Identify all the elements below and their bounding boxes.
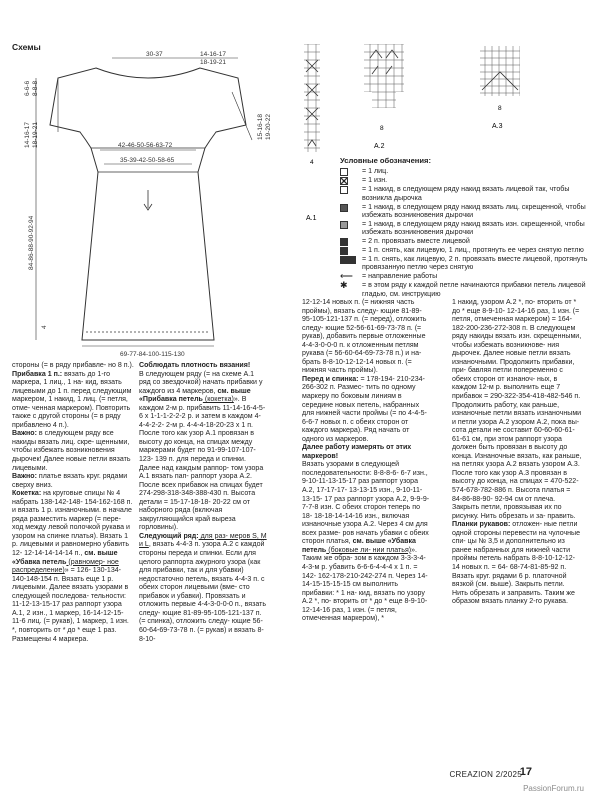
legend-item: ⟵ = направление работы xyxy=(340,271,438,282)
star-icon: ✱ xyxy=(340,280,348,291)
paragraph: Важно: в следующем ряду все накиды вязать лиц. скре- щенными, чтобы избежать возникновения дырочек! Далее новые петли вязать лицевыми. xyxy=(12,430,131,472)
paragraph: Важно: платье вязать круг. рядами сверху вниз. xyxy=(12,473,128,489)
legend-item: = 1 накид, в следующем ряду накид вязать лиц. скрещенной, чтобы избежать возникновения дырочки xyxy=(340,203,590,220)
legend xyxy=(340,157,590,299)
text-column-1 xyxy=(12,362,134,644)
measure-arm2: 18-19-21 xyxy=(32,121,39,148)
paragraph: Вязать узорами в следующей последовательности: 8-8-8-6- 6-7 изн., 9-10-11-13-15-17 раз раппорт узора А.2, 17-17-17- 13-13-15 изн., 9-10-11-13-15- 17 раз раппорт узора А.2, 9-9-9-7-7-8 изн. С обеих сторон теперь по 18- 18-18-14-14-16 изн., включая изнаночные узора А.2. Через 4 см для всех разме- ров начать убавки с обеих сторон платья, см. выше «Убавка петель (боковые ли- нии платья)». Таким же обра- зом в каждом 3-3-3-4-4-3-м р. убавить 6-6-6-4-4-4 х 1 п. = 142- 162-178-210-242-274 п. Через 14-14-15-15-15-15 см выполнить прибавки: * 1 на- кид, вязать по узору А.2 *, по- вторить от * до * еще 8-9-10- 12-14-16 раз, 1 изн. (= петля, отмеченная маркером), * xyxy=(302,461,430,623)
paragraph: Прибавка 1 п.: вязать до 1-го маркера, 1 лиц., 1 на- кид, вязать лицевыми до 1 п. перед следующим маркером, 1 накид, 1 лиц. (= петля, отме- ченная маркером). Повторить также с другой стороны (= в ряду прибавлено 4 п.). xyxy=(12,370,132,429)
measure-neck: 14-16-17 xyxy=(200,51,227,58)
measure-length: 84-86-88-90-92-94 xyxy=(28,215,35,270)
measure-sleeve2: 19-20-22 xyxy=(265,113,272,140)
magazine-name: CREAZION 2/2025 xyxy=(449,770,522,779)
measure-waist1: 42-46-50-56-63-72 xyxy=(118,142,173,149)
legend-item: = 1 изн. xyxy=(340,176,590,184)
paragraph: В следующем ряду (= на схеме А.1 ряд со звездочкой) начать прибавки у каждого из 4 маркеров, см. выше «Прибавка петель (кокетка)». В каждом 2-м р. прибавить 11-14-16-4-5-6 х 1-1-1-2-2-2 р. и затем в каждом 4-4-4-2-2- 2-м р. 4-4-4-18-20-23 х 1 п. После того как узор А.1 провязан в высоту до конца, на спицах между маркерами будет по 91-99-107-107-123- 139 п. для переда и спинки. Далее над каждым раппор- том узора А.1 вязать пап- раппорт узора А.2. После всех прибавок на спицах будет 274-298-318-348-388-430 п. Высота детали = 15-17-18-18- 20-22 см от наборного ряда (включая закругляющийся край выреза горловины). xyxy=(139,370,266,532)
measure-sleeve1: 15-16-18 xyxy=(257,113,264,140)
chart-a3 xyxy=(478,44,538,136)
measure-bottom: 69-77-84-100-115-130 xyxy=(120,351,185,358)
measure-shoulder: 30-37 xyxy=(146,51,163,58)
measure-hem: 4 xyxy=(41,325,48,329)
chart-a2-num: 8 xyxy=(380,125,384,132)
legend-title: Условные обозначения: xyxy=(340,156,432,165)
paragraph: Далее работу измерять от этих маркеров! xyxy=(302,444,412,460)
paragraph: Соблюдать плотность вязания! xyxy=(139,362,251,369)
chart-a1-label: A.1 xyxy=(306,215,317,222)
legend-item: = 1 лиц. xyxy=(340,167,590,175)
legend-item: = 1 накид, в следующем ряду накид вязать изн. скрещенной, чтобы избежать возникновения дырочки xyxy=(340,220,590,237)
text-column-4 xyxy=(452,299,582,607)
watermark-site: PassionForum.ru xyxy=(523,784,584,793)
measure-waist2: 35-39-42-50-58-65 xyxy=(120,157,175,164)
chart-a2 xyxy=(362,44,418,154)
chart-a3-num: 8 xyxy=(498,105,502,112)
text-column-3 xyxy=(302,299,430,624)
page-number: 17 xyxy=(519,766,532,778)
paragraph: стороны (= в ряду прибавле- но 8 п.). xyxy=(12,362,134,369)
text-column-2 xyxy=(139,362,267,644)
legend-item: = 2 п. провязать вместе лицевой xyxy=(340,237,590,245)
paragraph: Кокетка: на круговые спицы № 4 набрать 138-142-148- 154-162-168 п. и вязать 1 р. изнаночными. в начале ряда разместить маркер (= пере- ход между левой полочкой рукава и узором на спинке платья). Вязать 1 р. лицевыми и равномерно убавить 12- 12-14-14-14-14 п., см. выше «Убавка петель (равномер- ное распределение)» = 126- 130-134-140-148-154 п. Вязать еще 1 р. лицевыми. Далее вязать узорами в следующей последова- тельности: 11-12-13-15-17 раз раппорт узора А.1, 2 изн., 1 маркер, 16-14-12-15- 11-6 лиц. (= рукав), 1 маркер, 1 изн. *, повторить от * до * еще 1 раз. Размещены 4 маркера. xyxy=(12,490,133,643)
schema-title: Схемы xyxy=(12,42,41,52)
chart-a1 xyxy=(300,44,330,224)
paragraph: 1 накид, узором А.2 *, по- вторить от * до * еще 8-9-10- 12-14-16 раз, 1 изн. (= петля, отмеченная маркером) = 164-182-200-236-272-308 п. В следующем ряду накиды вязать изн. скрещенными, чтобы избежать возникнове- ния дырочек. Далее новые петли вязать изнаночными. Продолжить прибавки, при- бавляя петли попеременно с обеих сторон от изнаноч- ных, в каждом 12-м р. выполнить еще 7 прибавок = 290-322-354-418-482-546 п. Продолжить работу, как раньше, изнаночные петли вязать изнаночными и петли узора А.2 узором А.2, пока вы- сота детали не составит 60-60-60-61-61-61 см, при этом раппорт узора должен быть провязан в высоту до конца. Изнаночные вязать, как раньше, на петлях узора А.2 вязать узором А.3. После того как узор А.3 провязан в высоту до конца, на спицах = 470-522-574-678-782-886 п. Высота платья = 84-86-88-90- 92-94 см от плеча. Закрыть петли, провязывая их по рисунку. Нить обрезать и за- править. xyxy=(452,299,582,520)
measure-neck2: 18-19-21 xyxy=(200,59,227,66)
dress-schematic xyxy=(0,40,290,360)
measure-side-v1: 6-6-6 xyxy=(24,80,31,96)
paragraph: 12-12-14 новых п. (= нижняя часть проймы), вязать следу- ющие 81-89-95-105-121-137 п. (= перед), отложить следу- ющие 52-56-61-69-73-78 п. (= рукав), добавить первые отложенные 4-4-3-0-0-0 п. к отложенным петлям рукава (= 56-60-64-69-73-78 п.) и на- брать 8-8-10-12-12-14 новых п. (= нижняя часть проймы). xyxy=(302,299,427,375)
chart-a2-label: A.2 xyxy=(374,143,385,150)
paragraph: Планки рукавов: отложен- ные петли одной стороны перевести на чулочные спи- цы № 3,5 и дополнительно из ранее набранных для нижней части проймы петель набрать 8-8-10-12-12-14 новых п. = 64- 68-74-81-85-92 п. Вязать круг. рядами 6 р. платочной вязкой (см. выше). Закрыть петли. Нить обрезать и заправить. Таким же образом вязать планку 2-го рукава. xyxy=(452,521,581,606)
legend-item: = 1 п. снять, как лицевую, 2 п. провязать вместе лицевой, протянуть провязанную петлю через снятую xyxy=(340,255,590,272)
legend-item: = 1 п. снять, как лицевую, 1 лиц., протянуть ее через снятую петлю xyxy=(340,246,590,254)
legend-item: = 1 накид, в следующем ряду накид вязать лицевой так, чтобы возникла дырочка xyxy=(340,185,590,202)
measure-side-v2: 8-8-8 xyxy=(32,80,39,96)
paragraph: Следующий ряд: для раз- меров S, M и L, вязать 4-4-3 п. узора А.2 с каждой стороны переда и спинки. Если для целого раппорта ажурного узора (как для прибавки, так и для убавки) недостаточно петель, вязать 4-4-3 п. с обеих сторон лицевыми (вме- сто прибавок и убавки). Провязать и отложить первые 4-4-3-0-0-0 п., вязать следу- ющие 81-89-95-105-121-137 п. (= спинка), отложить следу- ющие 56-60-64-69-73-78 п. (= рукав) и вязать 8-8-10- xyxy=(139,532,267,643)
legend-item: ✱ = в этом ряду к каждой петле начинаются прибавки петель лицевой гладью, см. инструкцию xyxy=(340,280,586,298)
measure-arm1: 14-16-17 xyxy=(24,121,31,148)
chart-a3-label: A.3 xyxy=(492,123,503,130)
paragraph: Перед и спинка: = 178-194- 210-234-266-302 п. Размес- тить по одному маркеру по боковым линиям в середине новых петель, набранных для нижней части проймы (= по 4-4-5-6-6-7 новых п. с обеих сторон от каждого маркера). Ряд начать от одного из маркеров. xyxy=(302,375,427,443)
arrow-left-icon: ⟵ xyxy=(340,271,353,282)
chart-a1-num: 4 xyxy=(310,159,314,166)
